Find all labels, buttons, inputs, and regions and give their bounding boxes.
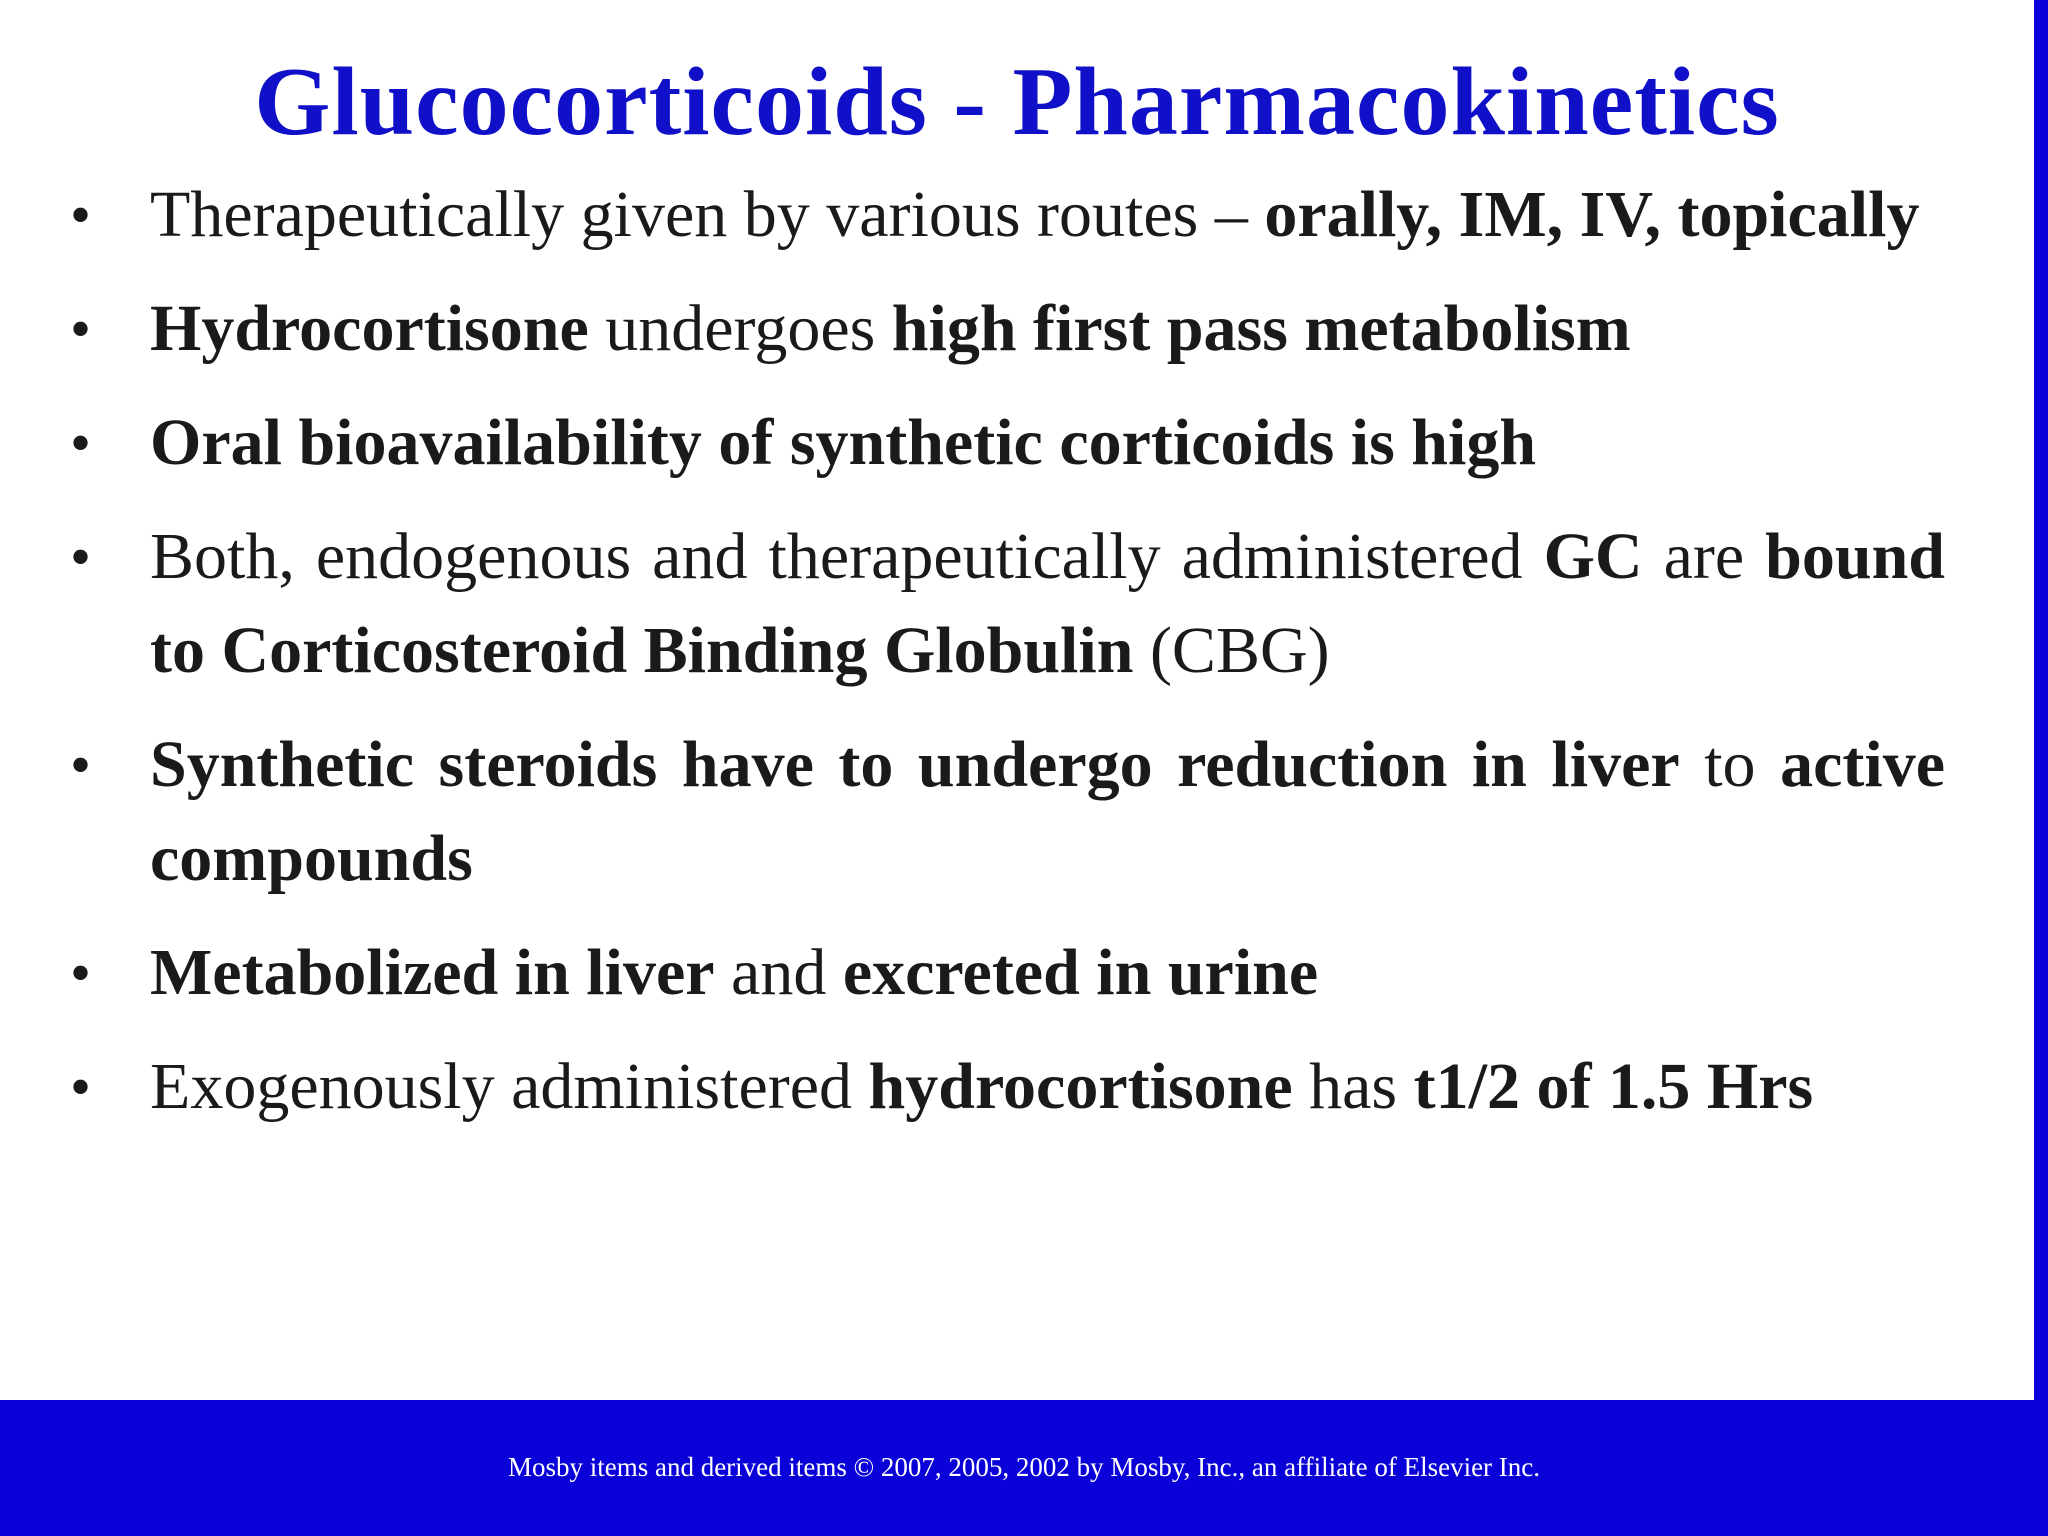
bullet-text-bold: Oral bioavailability of synthetic corticoids is high [150, 406, 1537, 479]
bullet-text: Exogenously administered [150, 1050, 869, 1123]
bullet-text: are [1642, 520, 1766, 593]
bullet-text: to [1679, 728, 1781, 801]
copyright-notice: Mosby items and derived items © 2007, 2005, 2002 by Mosby, Inc., an affiliate of Elsevier Inc. [507, 1452, 1541, 1482]
bullet-item [70, 396, 1945, 490]
bullet-text: has [1292, 1050, 1414, 1123]
bullet-dot-icon: • [70, 940, 92, 1006]
right-accent-bar [2034, 0, 2048, 1400]
bullet-item [70, 718, 1945, 906]
bullet-text: undergoes [588, 292, 892, 365]
bullet-text-bold: active compounds [150, 728, 1945, 895]
bullet-text: Both, endogenous and therapeutically administered [150, 520, 1544, 593]
bullet-dot-icon: • [70, 1054, 92, 1120]
bullet-dot-icon: • [70, 732, 92, 798]
bullet-item [70, 926, 1945, 1020]
bullet-text-bold: high first pass metabolism [891, 292, 1631, 365]
bullet-text-bold: orally, IM, IV, topically [1264, 178, 1920, 251]
bullet-item [70, 282, 1945, 376]
bullet-text: (CBG) [1133, 614, 1330, 687]
bullet-dot-icon: • [70, 296, 92, 362]
bullet-text-bold: bound to Corticosteroid Binding Globulin [150, 520, 1945, 687]
bullet-text-bold: Metabolized in liver [150, 936, 715, 1009]
bullet-list [70, 168, 1945, 1154]
bullet-text-bold: Synthetic steroids have to undergo reduction in liver [150, 728, 1680, 801]
slide-title: Glucocorticoids - Pharmacokinetics [254, 48, 1780, 156]
bullet-text-bold: Hydrocortisone [150, 292, 589, 365]
bullet-item [70, 510, 1945, 698]
bullet-item [70, 1040, 1945, 1134]
bullet-text: and [714, 936, 843, 1009]
footer-bar [0, 1400, 2048, 1536]
bullet-dot-icon: • [70, 410, 92, 476]
bullet-text: Therapeutically given by various routes – [150, 178, 1265, 251]
bullet-dot-icon: • [70, 524, 92, 590]
bullet-dot-icon: • [70, 182, 92, 248]
bullet-text-bold: excreted in urine [842, 936, 1319, 1009]
bullet-item [70, 168, 1945, 262]
bullet-text-bold: t1/2 of 1.5 Hrs [1413, 1050, 1814, 1123]
bullet-text-bold: hydrocortisone [868, 1050, 1293, 1123]
bullet-text-bold: GC [1543, 520, 1643, 593]
